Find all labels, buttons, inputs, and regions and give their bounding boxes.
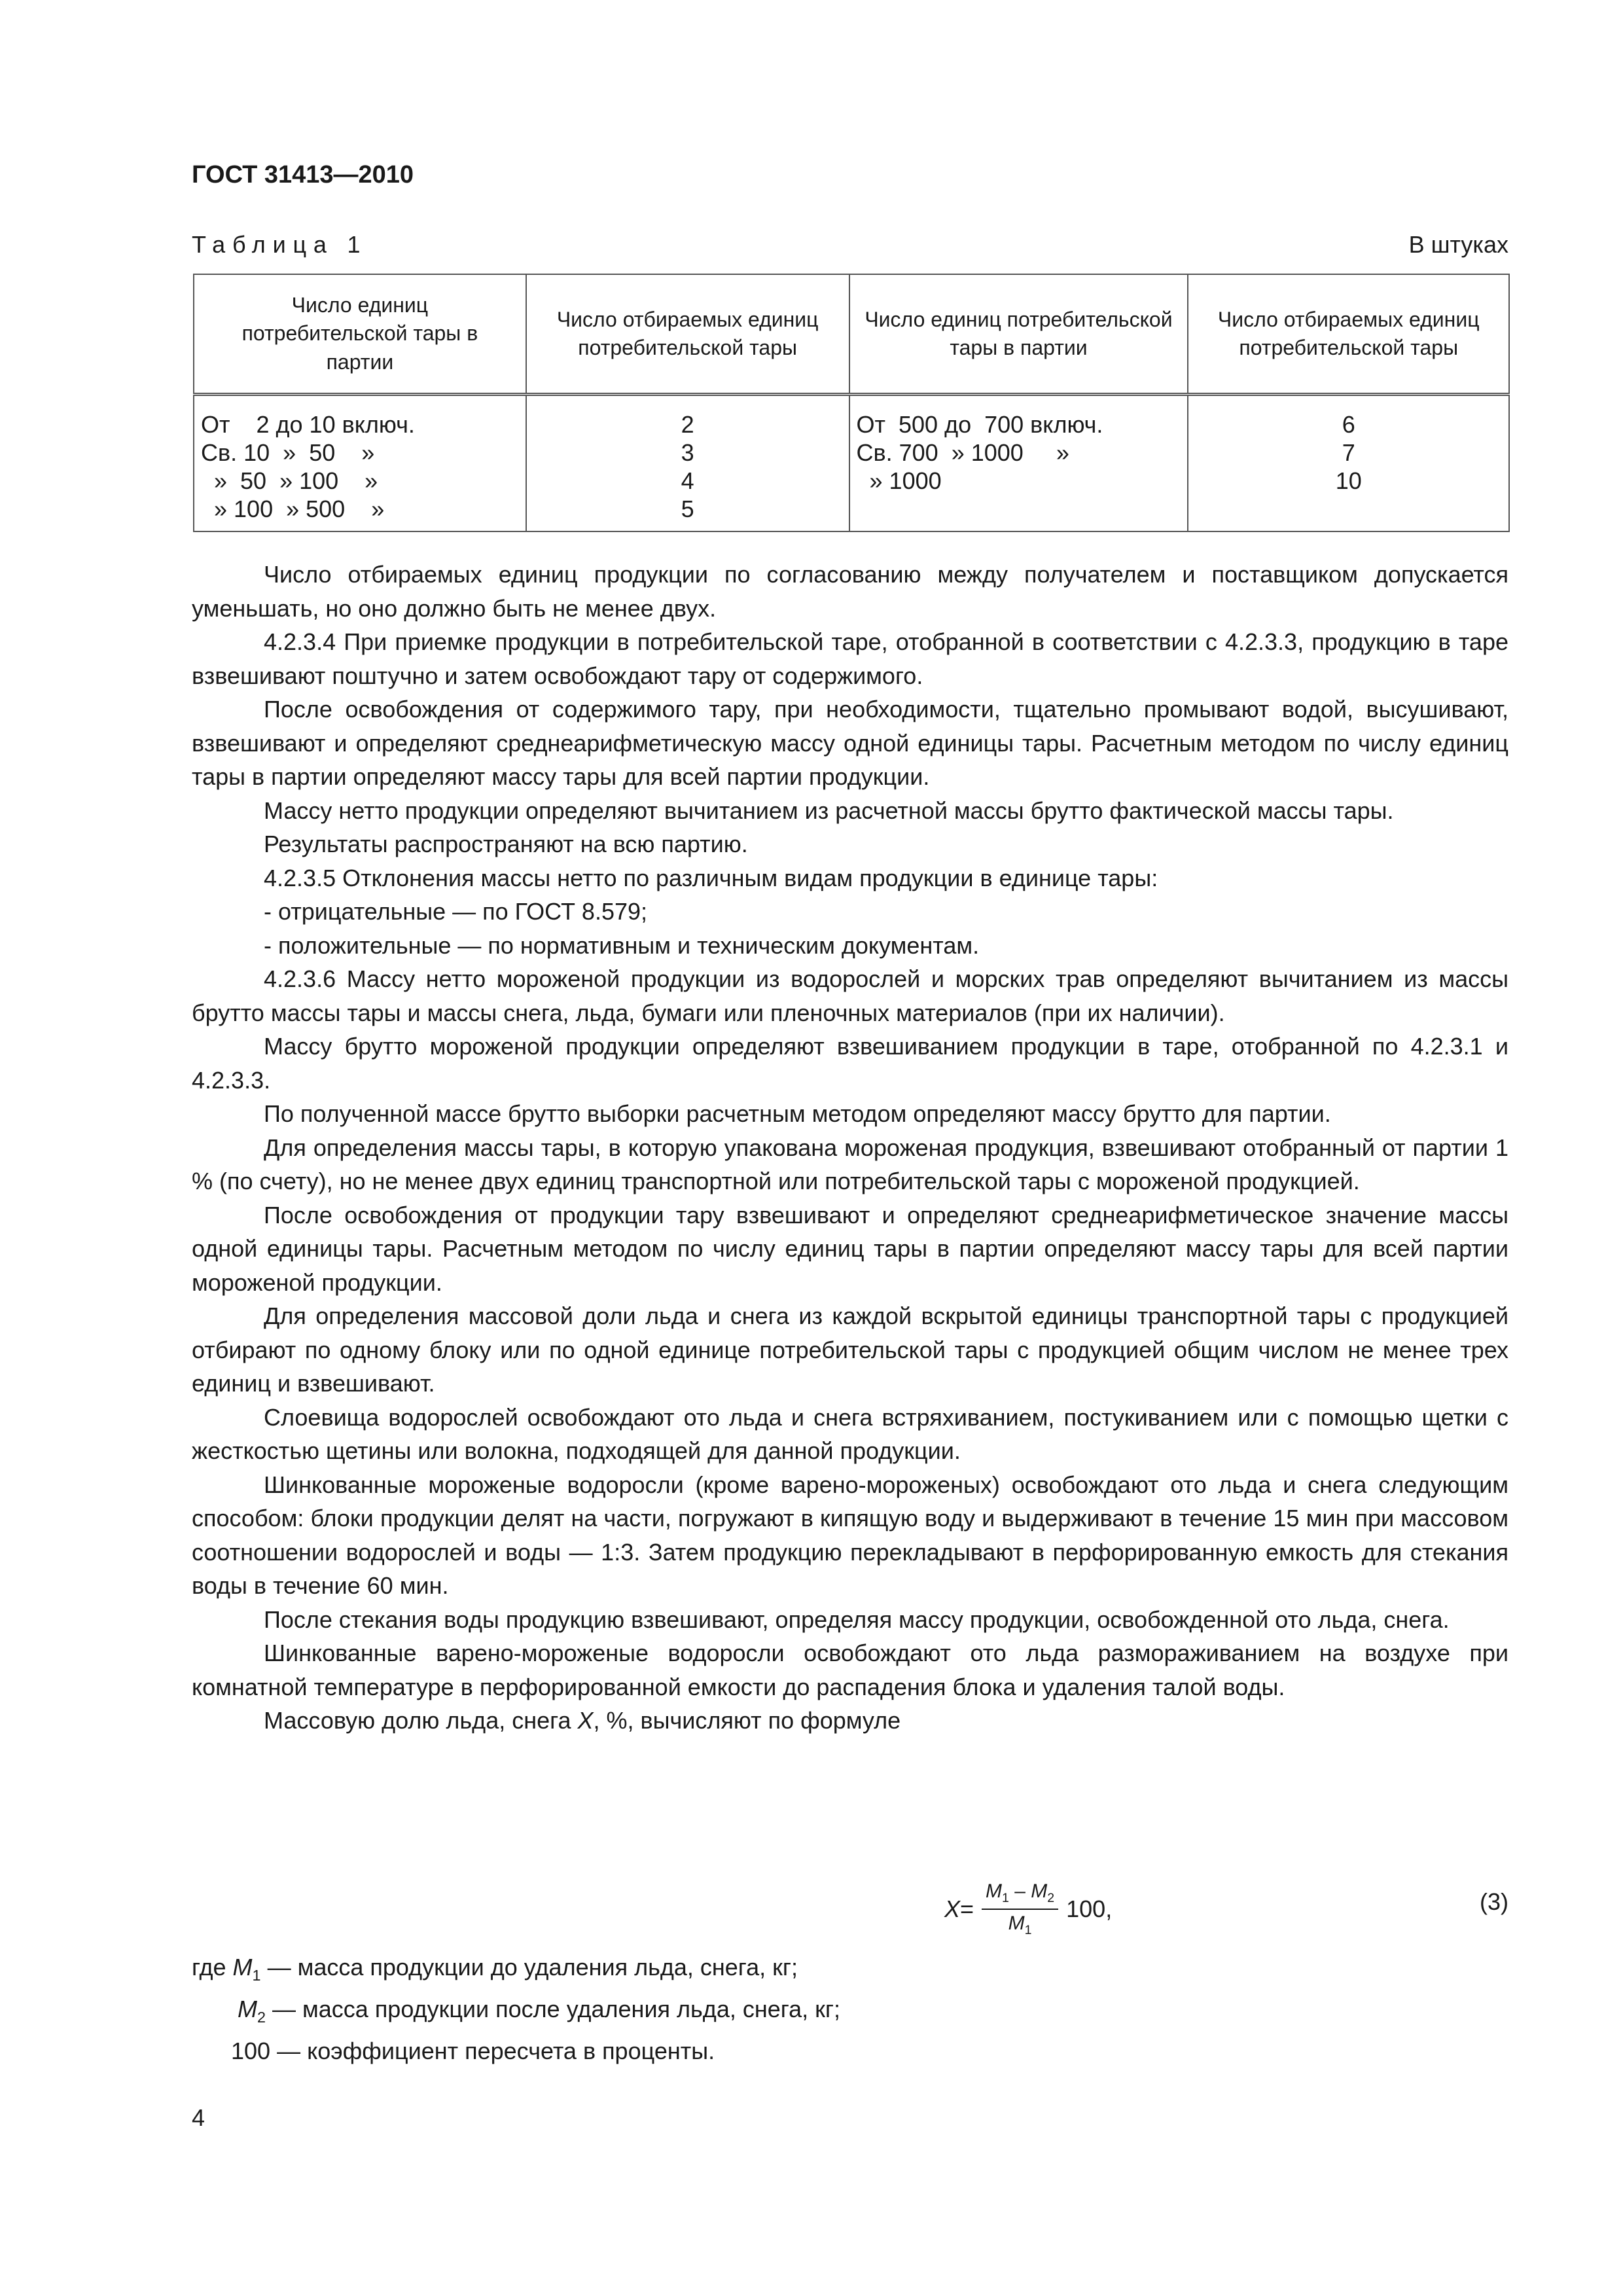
legend-line-m2 bbox=[192, 1992, 1508, 2034]
legend-prefix: 100 bbox=[231, 2037, 271, 2065]
formula-subscript: 1 bbox=[1002, 1891, 1009, 1905]
sampling-table bbox=[193, 274, 1510, 532]
formula-lhs: X bbox=[944, 1895, 961, 1922]
paragraph: Результаты распространяют на всю партию. bbox=[264, 831, 748, 857]
formula-denominator bbox=[1008, 1910, 1032, 1938]
body-text bbox=[192, 558, 1508, 1738]
table-cell-line: 3 bbox=[681, 439, 694, 466]
paragraph: Число отбираемых единиц продукции по согласованию между получателем и поставщиком допускается уменьшать, но оно должно быть не менее двух. bbox=[192, 561, 1508, 622]
paragraph: По полученной массе брутто выборки расчетным методом определяют массу брутто для партии. bbox=[264, 1100, 1331, 1127]
table-cell-line: 5 bbox=[681, 495, 694, 522]
paragraph: После стекания воды продукцию взвешивают, определяя массу продукции, освобожденной ото льда, снега. bbox=[264, 1605, 1450, 1633]
table-title: Таблица 1 bbox=[192, 231, 368, 258]
formula-legend bbox=[192, 1950, 1508, 2077]
formula-intro-before: Массовую долю льда, снега bbox=[264, 1707, 578, 1734]
legend-subscript: 2 bbox=[257, 2009, 266, 2026]
formula-block bbox=[192, 1869, 1508, 1947]
table-cell-line: 6 bbox=[1342, 411, 1355, 438]
table-caption bbox=[192, 231, 1508, 259]
table-header-cell: Число отбираемых единиц потребительской тары bbox=[526, 274, 849, 395]
formula-symbol: M bbox=[1008, 1912, 1025, 1934]
table-header-cell: Число отбираемых единиц потребительской тары bbox=[1188, 274, 1509, 395]
formula-intro-after: , %, вычисляют по формуле bbox=[593, 1707, 901, 1734]
table-cell-line: Св. 10 » 50 » bbox=[201, 439, 375, 466]
table-cell-sample-count bbox=[1188, 395, 1509, 532]
table-cell-line: Св. 700 » 1000 » bbox=[856, 439, 1069, 466]
table-units: В штуках bbox=[1408, 231, 1508, 258]
legend-symbol: M bbox=[232, 1954, 253, 1981]
table-cell-line: От 2 до 10 включ. bbox=[201, 411, 415, 438]
table-cell-line: » 50 » 100 » bbox=[201, 467, 378, 494]
document-header: ГОСТ 31413—2010 bbox=[192, 161, 414, 188]
paragraph: 4.2.3.4 При приемке продукции в потребительской таре, отобранной в соответствии с 4.2.3.3, продукцию в таре взвешивают поштучно и затем освобождают тару от содержимого. bbox=[192, 628, 1508, 689]
formula-subscript: 1 bbox=[1024, 1923, 1032, 1937]
formula-subscript: 2 bbox=[1047, 1891, 1055, 1905]
list-item: - положительные — по нормативным и техническим документам. bbox=[264, 931, 980, 959]
formula-numerator bbox=[982, 1880, 1058, 1910]
table-header-cell: Число единиц потребительской тары в партии bbox=[849, 274, 1188, 395]
paragraph: 4.2.3.5 Отклонения массы нетто по различным видам продукции в единице тары: bbox=[264, 864, 1158, 891]
paragraph: Слоевища водорослей освобождают ото льда и снега встряхиванием, постукиванием или с помощью щетки с жесткостью щетины или волокна, подходящей для данной продукции. bbox=[192, 1403, 1508, 1464]
formula-number: (3) bbox=[1480, 1888, 1508, 1915]
legend-line-100 bbox=[192, 2034, 1508, 2076]
table-cell-line: » 1000 bbox=[856, 467, 942, 494]
paragraph: Массу брутто мороженой продукции определяют взвешиванием продукции в таре, отобранной по 4.2.3.1 и 4.2.3.3. bbox=[192, 1033, 1508, 1094]
formula-fraction bbox=[982, 1880, 1058, 1938]
table-cell-lot-range bbox=[849, 395, 1188, 532]
table-cell-line: » 100 » 500 » bbox=[201, 495, 385, 522]
paragraph: Для определения массы тары, в которую упакована мороженая продукция, взвешивают отобранный от партии 1 % (по счету), но не менее двух единиц транспортной или потребительской тары с мороженой продукцией. bbox=[192, 1134, 1508, 1194]
table-cell-sample-count bbox=[526, 395, 849, 532]
paragraph: После освобождения от содержимого тару, при необходимости, тщательно промывают водой, высушивают, взвешивают и определяют среднеарифметическую массу одной единицы тары. Расчетным методом по числу единиц тары в партии определяют массу тары для всей партии продукции. bbox=[192, 696, 1508, 790]
legend-text: — масса продукции до удаления льда, снега, кг; bbox=[260, 1954, 798, 1981]
legend-line-m1 bbox=[192, 1950, 1508, 1992]
paragraph: Шинкованные мороженые водоросли (кроме варено-мороженых) освобождают ото льда и снега следующим способом: блоки продукции делят на части, погружают в кипящую воду и выдерживают в течение 15 мин при массовом соотношении водорослей и воды — 1:3. Затем продукцию перекладывают в перфорированную емкость для стекания воды в течение 60 мин. bbox=[192, 1471, 1508, 1599]
legend-text: — коэффициент пересчета в проценты. bbox=[270, 2037, 715, 2065]
paragraph: 4.2.3.6 Массу нетто мороженой продукции из водорослей и морских трав определяют вычитанием из массы брутто массы тары и массы снега, льда, бумаги или пленочных материалов (при их наличии). bbox=[192, 965, 1508, 1026]
formula-symbol: M bbox=[986, 1880, 1003, 1902]
formula-intro bbox=[192, 1704, 1508, 1738]
page-number: 4 bbox=[192, 2104, 205, 2131]
formula-expression bbox=[944, 1880, 1112, 1938]
paragraph: Массу нетто продукции определяют вычитанием из расчетной массы брутто фактической массы тары. bbox=[264, 797, 1394, 824]
paragraph: После освобождения от продукции тару взвешивают и определяют среднеарифметическое значение массы одной единицы тары. Расчетным методом по числу единиц тары в партии определяют массу тары для всей партии мороженой продукции. bbox=[192, 1201, 1508, 1296]
formula-minus: – bbox=[1008, 1880, 1031, 1902]
legend-prefix: где bbox=[192, 1954, 233, 1981]
legend-text: — масса продукции после удаления льда, снега, кг; bbox=[266, 1996, 840, 2023]
table-cell-line: 10 bbox=[1335, 467, 1362, 494]
formula-intro-var: X bbox=[577, 1707, 594, 1734]
paragraph: Для определения массовой доли льда и снега из каждой вскрытой единицы транспортной тары с продукцией отбирают по одному блоку или по одной единице потребительской тары с продукцией общим числом не менее трех единиц и взвешивают. bbox=[192, 1302, 1508, 1397]
table-cell-line: 7 bbox=[1342, 439, 1355, 466]
formula-factor: 100, bbox=[1066, 1895, 1113, 1922]
table-cell-lot-range bbox=[194, 395, 526, 532]
formula-equals: = bbox=[960, 1895, 974, 1922]
list-item: - отрицательные — по ГОСТ 8.579; bbox=[264, 898, 648, 925]
paragraph: Шинкованные варено-мороженые водоросли освобождают ото льда размораживанием на воздухе при комнатной температуре в перфорированной емкости до распадения блока и удаления талой воды. bbox=[192, 1640, 1508, 1700]
legend-subscript: 1 bbox=[252, 1967, 261, 1984]
legend-symbol: M bbox=[238, 1996, 257, 2023]
table-cell-line: От 500 до 700 включ. bbox=[856, 411, 1103, 438]
table-cell-line: 2 bbox=[681, 411, 694, 438]
table-header-cell: Число единиц потребительской тары в партии bbox=[194, 274, 526, 395]
table-cell-line: 4 bbox=[681, 467, 694, 494]
formula-symbol: M bbox=[1031, 1880, 1048, 1902]
